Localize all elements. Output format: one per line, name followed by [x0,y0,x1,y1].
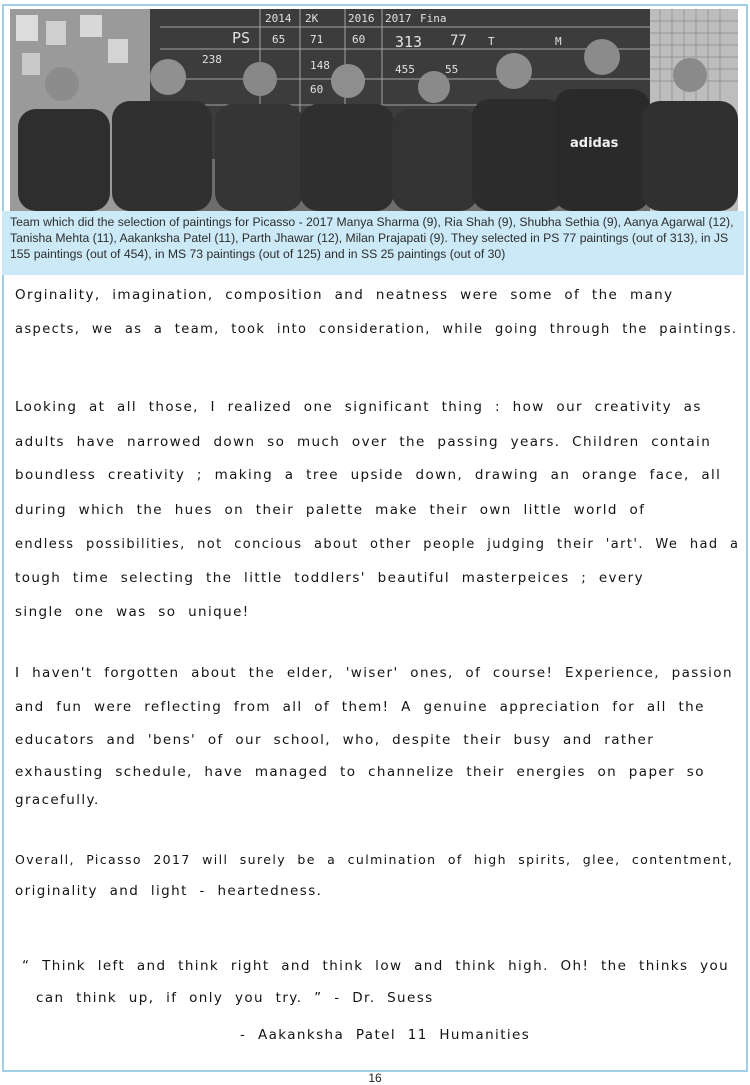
board-row-label: PS [232,29,251,47]
letter-line: tough time selecting the little toddlers' beautiful masterpeices ; every [15,570,644,586]
letter-line: gracefully. [15,792,100,808]
board-letter: T [488,35,495,48]
board-value: 60 [352,33,366,46]
letter-line: aspects, we as a team, took into consideration, while going through the paintings. [15,322,738,337]
board-left-value: 238 [202,53,222,66]
board-left-value: 60 [310,83,324,96]
team-photo [10,9,738,211]
letter-line: exhausting schedule, have managed to channelize their energies on paper so [15,764,705,780]
letter-line: I haven't forgotten about the elder, 'wiser' ones, of course! Experience, passion [15,665,733,681]
letter-line: educators and 'bens' of our school, who, despite their busy and rather [15,732,655,748]
letter-line: single one was so unique! [15,604,250,620]
letter-line: originality and light - heartedness. [15,883,323,899]
board-header: Fina [420,12,447,25]
page-number: 16 [368,1071,382,1085]
board-header: 2014 [265,12,292,25]
letter-line: Orginality, imagination, composition and neatness were some of the many [15,287,674,303]
letter-line: endless possibilities, not concious about other people judging their 'art'. We had a [15,537,740,552]
letter-line: Looking at all those, I realized one significant thing : how our creativity as [15,399,702,415]
photo-caption: Team which did the selection of paintings for Picasso - 2017 Manya Sharma (9), Ria Shah (9), Shubha Sethia (9), Aanya Agarwal (12), Tanisha Mehta (11), Aakanksha Patel (11), Parth Jhawar (12), Milan Prajapati (9). They selected in PS 77 paintings (out of 313), in JS 155 paintings (out of 454), in MS 73 paintings (out of 125) and in SS 25 paintings (out of 30) [10,215,734,262]
letter-line: boundless creativity ; making a tree upside down, drawing an orange face, all [15,467,722,483]
board-value: 71 [310,33,324,46]
shirt-logo: adidas [570,136,619,151]
board-value: 313 [395,33,423,51]
board-letter: M [555,35,562,48]
team-photo-illustration [10,9,738,211]
letter-signature: - Aakanksha Patel 11 Humanities [240,1027,531,1043]
board-header: 2017 [385,12,412,25]
board-header: 2K [305,12,319,25]
board-side-value: 55 [445,63,459,76]
letter-line: Overall, Picasso 2017 will surely be a culmination of high spirits, glee, contentment, [15,852,734,867]
board-side-value: 455 [395,63,415,76]
letter-line: adults have narrowed down so much over the passing years. Children contain [15,434,712,450]
board-header: 2016 [348,12,375,25]
board-left-value: 148 [310,59,330,72]
quote-line: can think up, if only you try. ” - Dr. Suess [36,990,434,1006]
board-value: 65 [272,33,286,46]
quote-line: “ Think left and think right and think low and think high. Oh! the thinks you [22,958,730,974]
board-value: 77 [450,33,467,49]
letter-line: and fun were reflecting from all of them! A genuine appreciation for all the [15,699,705,715]
letter-line: during which the hues on their palette make their own little world of [15,502,646,518]
